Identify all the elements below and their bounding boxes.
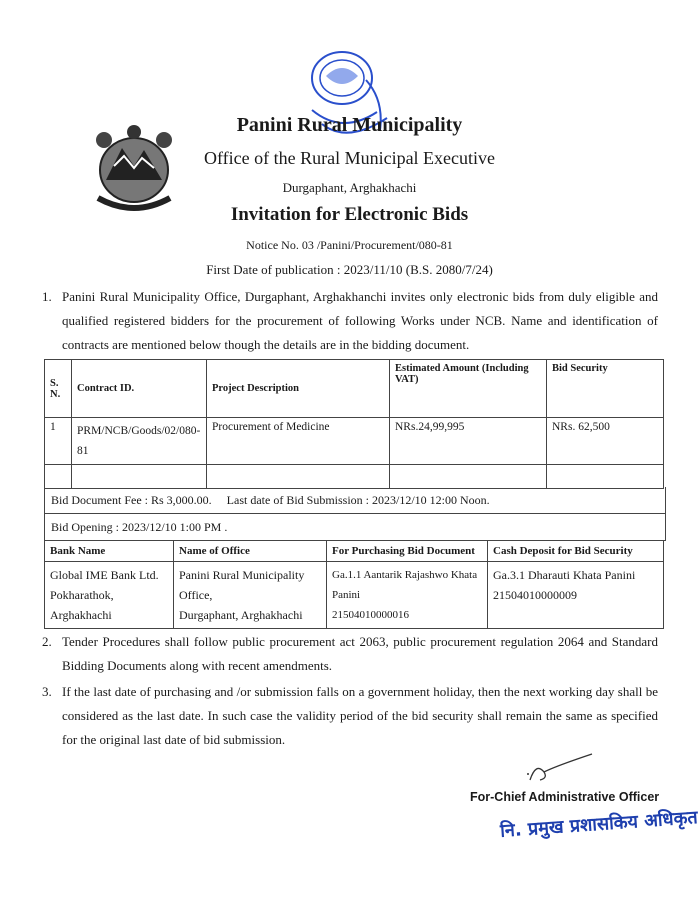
- bid-document-fee: Bid Document Fee : Rs 3,000.00.: [51, 493, 212, 507]
- cell-contract-id: PRM/NCB/Goods/02/080-81: [72, 418, 207, 465]
- cell-office: [174, 562, 327, 629]
- bid-fee-row: [44, 487, 666, 514]
- office-line: Office,: [179, 588, 213, 602]
- header-contract-id: Contract ID.: [72, 360, 207, 418]
- deposit-line: 21504010000009: [493, 588, 577, 602]
- paragraph-number: 3.: [42, 684, 52, 699]
- cell-deposit: [488, 562, 664, 629]
- paragraph-1: [42, 285, 658, 357]
- header-deposit: Cash Deposit for Bid Security: [488, 541, 664, 562]
- table-row: [45, 562, 664, 629]
- paragraph-text: Panini Rural Municipality Office, Durgaphant, Arghakhanchi invites only electronic bids from duly eligible and qualified registered bidders for the procurement of following Works under NCB. Name and identification of contracts are mentioned below though the details are in the bidding document.: [62, 289, 658, 352]
- paragraph-number: 1.: [42, 289, 52, 304]
- contract-table: [44, 359, 664, 489]
- deposit-line: Ga.3.1 Dharauti Khata Panini: [493, 568, 636, 582]
- header-amount: Estimated Amount (Including VAT): [390, 360, 547, 418]
- bank-line: Arghakhachi: [50, 608, 112, 622]
- notice-number: Notice No. 03 /Panini/Procurement/080-81: [246, 238, 453, 252]
- office-name: Office of the Rural Municipal Executive: [203, 148, 496, 168]
- publication-date: First Date of publication : 2023/11/10 (B.S. 2080/7/24): [206, 262, 493, 277]
- signatory-nepali-stamp: नि. प्रमुख प्रशासकिय अधिकृत: [499, 807, 699, 842]
- office-line: Durgaphant, Arghakhachi: [179, 608, 303, 622]
- last-submission-date: Last date of Bid Submission : 2023/12/10 12:00 Noon.: [226, 493, 490, 507]
- table-row-empty: [45, 465, 664, 489]
- bid-opening-row: [44, 514, 666, 541]
- header-security: Bid Security: [547, 360, 664, 418]
- paragraph-3: [42, 680, 658, 752]
- purchase-line: Ga.1.1 Aantarik Rajashwo Khata: [332, 569, 478, 581]
- municipality-title: Panini Rural Municipality: [236, 114, 463, 136]
- table-row: [45, 418, 664, 465]
- header-description: Project Description: [207, 360, 390, 418]
- header-sn: S. N.: [45, 360, 72, 418]
- header-bank: Bank Name: [45, 541, 174, 562]
- notice-heading: Invitation for Electronic Bids: [230, 204, 469, 225]
- signature-icon: [522, 752, 602, 788]
- bank-line: Pokharathok,: [50, 588, 114, 602]
- office-address: Durgaphant, Arghakhachi: [282, 180, 417, 195]
- paragraph-2: [42, 630, 658, 678]
- paragraph-text: If the last date of purchasing and /or submission falls on a government holiday, then the next working day shall be considered as the last date. In such case the validity period of the bid security shall remain the same as specified for the original last date of bid submission.: [62, 684, 658, 747]
- cell-security: NRs. 62,500: [547, 418, 664, 465]
- purchase-line: 21504010000016: [332, 609, 409, 621]
- cell-purchase: [327, 562, 488, 629]
- paragraph-text: Tender Procedures shall follow public procurement act 2063, public procurement regulation 2064 and Standard Bidding Documents along with recent amendments.: [62, 634, 658, 673]
- bank-table: [44, 540, 664, 629]
- cell-bank: [45, 562, 174, 629]
- paragraph-number: 2.: [42, 634, 52, 649]
- header-purchase: For Purchasing Bid Document: [327, 541, 488, 562]
- cell-description: Procurement of Medicine: [207, 418, 390, 465]
- office-line: Panini Rural Municipality: [179, 568, 305, 582]
- bid-opening-date: Bid Opening : 2023/12/10 1:00 PM .: [51, 520, 228, 534]
- cell-amount: NRs.24,99,995: [390, 418, 547, 465]
- bank-line: Global IME Bank Ltd.: [50, 568, 159, 582]
- signatory-role: For-Chief Administrative Officer: [470, 790, 660, 804]
- header-office: Name of Office: [174, 541, 327, 562]
- cell-sn: 1: [45, 418, 72, 465]
- purchase-line: Panini: [332, 589, 361, 601]
